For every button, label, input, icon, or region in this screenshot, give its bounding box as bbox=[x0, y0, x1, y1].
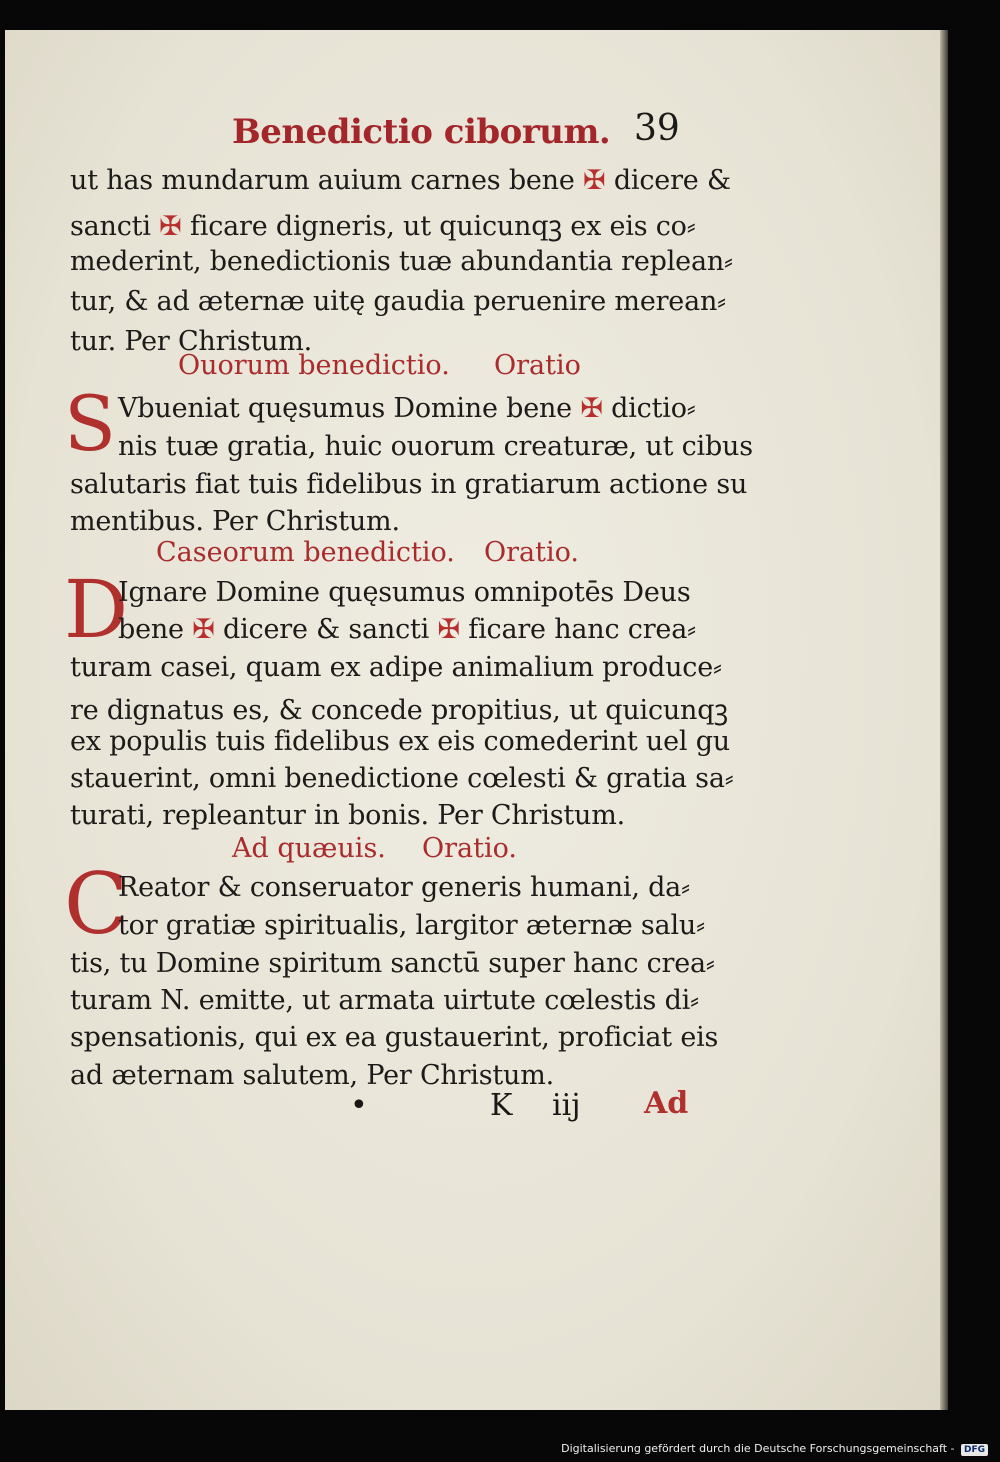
footer-text: Digitalisierung gefördert durch die Deutsche Forschungsgemeinschaft - bbox=[561, 1442, 955, 1455]
text-line: salutaris fiat tuis fidelibus in gratiarum actione su bbox=[70, 469, 748, 500]
text-line: ut has mundarum auium carnes bene ✠ dicere & bbox=[70, 165, 731, 196]
cross-icon: ✠ bbox=[580, 393, 603, 424]
text-line: sancti ✠ ficare digneris, ut quicunqꝫ ex eis co⸗ bbox=[70, 211, 696, 242]
text-line: turam N. emitte, ut armata uirtute cœlestis di⸗ bbox=[70, 985, 699, 1016]
text-line: turati, repleantur in bonis. Per Christum. bbox=[70, 800, 625, 831]
text-line: spensationis, qui ex ea gustauerint, proficiat eis bbox=[70, 1022, 719, 1053]
text-line: tur, & ad æternæ uitę gaudia peruenire merean⸗ bbox=[70, 286, 726, 317]
text-line: stauerint, omni benedictione cœlesti & gratia sa⸗ bbox=[70, 763, 734, 794]
text-line: ad æternam salutem, Per Christum. bbox=[70, 1060, 555, 1091]
initial-s: S bbox=[64, 379, 117, 468]
signature-dot: • bbox=[350, 1088, 368, 1123]
initial-d: D bbox=[64, 563, 129, 656]
text-line: turam casei, quam ex adipe animalium produce⸗ bbox=[70, 652, 722, 683]
text-line: mederint, benedictionis tuæ abundantia replean⸗ bbox=[70, 246, 733, 277]
signature-numeral: iij bbox=[552, 1088, 581, 1123]
signature-letter: K bbox=[490, 1088, 513, 1123]
text-line: mentibus. Per Christum. bbox=[70, 506, 400, 537]
text-line: tor gratiæ spiritualis, largitor æternæ salu⸗ bbox=[118, 910, 705, 941]
text-line: nis tuæ gratia, huic ouorum creaturæ, ut cibus bbox=[118, 431, 753, 462]
text-line: Reator & conseruator generis humani, da⸗ bbox=[118, 872, 690, 903]
section-label: Oratio. bbox=[484, 537, 579, 568]
folio-number: 39 bbox=[634, 108, 680, 149]
page-edge bbox=[940, 30, 948, 1410]
cross-icon: ✠ bbox=[159, 211, 182, 242]
footer-credit bbox=[561, 1442, 988, 1456]
text-line: tur. Per Christum. bbox=[70, 326, 313, 357]
text-line: tis, tu Domine spiritum sanctū super hanc crea⸗ bbox=[70, 948, 715, 979]
cross-icon: ✠ bbox=[437, 614, 460, 645]
section-heading: Caseorum benedictio. bbox=[156, 537, 455, 568]
text-line: Vbueniat quęsumus Domine bene ✠ dictio⸗ bbox=[118, 393, 696, 424]
section-label: Oratio bbox=[494, 350, 581, 381]
section-heading: Ouorum benedictio. bbox=[178, 350, 450, 381]
dfg-logo: DFG bbox=[961, 1444, 988, 1456]
cross-icon: ✠ bbox=[192, 614, 215, 645]
text-line: re dignatus es, & concede propitius, ut quicunqꝫ bbox=[70, 695, 728, 726]
text-line: ex populis tuis fidelibus ex eis comederint uel gu bbox=[70, 726, 730, 757]
section-label: Oratio. bbox=[422, 833, 517, 864]
catchword: Ad bbox=[644, 1086, 689, 1121]
running-head: Benedictio ciborum. bbox=[232, 112, 611, 152]
text-line: Ignare Domine quęsumus omnipotēs Deus bbox=[118, 577, 691, 608]
cross-icon: ✠ bbox=[583, 165, 606, 196]
section-heading: Ad quæuis. bbox=[232, 833, 386, 864]
text-line: bene ✠ dicere & sancti ✠ ficare hanc crea⸗ bbox=[118, 614, 696, 645]
initial-c: C bbox=[64, 855, 129, 953]
